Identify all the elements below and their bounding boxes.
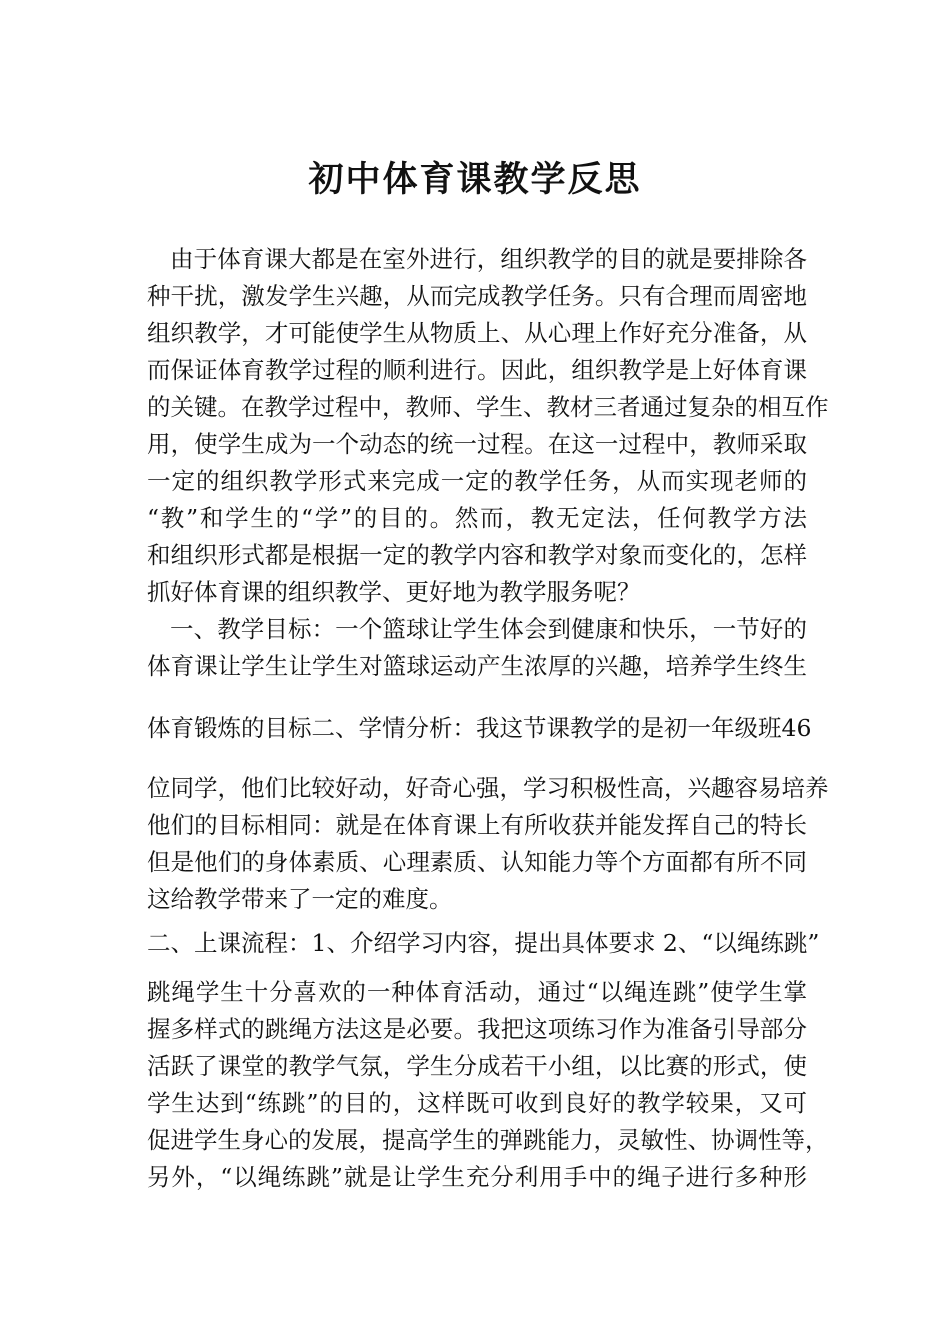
text-line: 用，使学生成为一个动态的统一过程。在这一过程中，教师采取: [147, 430, 807, 458]
text-line: 跳绳学生十分喜欢的一种体育活动，通过“以绳连跳”使学生掌: [147, 978, 807, 1006]
text-line: 握多样式的跳绳方法这是必要。我把这项练习作为准备引导部分: [147, 1015, 807, 1043]
text-line: 而保证体育教学过程的顺利进行。因此，组织教学是上好体育课: [147, 356, 807, 384]
text-line: 体育课让学生让学生对篮球运动产生浓厚的兴趣，培养学生终生: [147, 652, 807, 680]
text-line: 一定的组织教学形式来完成一定的教学任务，从而实现老师的: [147, 467, 807, 495]
text-line: 另外，“以绳练跳”就是让学生充分利用手中的绳子进行多种形: [147, 1163, 807, 1191]
text-line: 二、上课流程：1、介绍学习内容，提出具体要求 2、“以绳练跳”: [147, 929, 820, 957]
text-line: 学生达到“练跳”的目的，这样既可收到良好的教学较果，又可: [147, 1089, 807, 1117]
text-line: 促进学生身心的发展，提高学生的弹跳能力，灵敏性、协调性等，: [147, 1126, 829, 1154]
text-line: 位同学，他们比较好动，好奇心强，学习积极性高，兴趣容易培养: [147, 774, 829, 802]
text-line: 由于体育课大都是在室外进行，组织教学的目的就是要排除各: [170, 245, 807, 273]
text-line: 一、教学目标：一个篮球让学生体会到健康和快乐，一节好的: [170, 615, 807, 643]
document-title: 初中体育课教学反思: [308, 159, 642, 200]
text-line: “教”和学生的“学”的目的。然而，教无定法，任何教学方法: [147, 504, 807, 532]
text-line: 的关键。在教学过程中，教师、学生、教材三者通过复杂的相互作: [147, 393, 829, 421]
text-line: 种干扰，激发学生兴趣，从而完成教学任务。只有合理而周密地: [147, 282, 807, 310]
text-line: 和组织形式都是根据一定的教学内容和教学对象而变化的，怎样: [147, 541, 807, 569]
text-line: 组织教学，才可能使学生从物质上、从心理上作好充分准备，从: [147, 319, 807, 347]
text-line: 但是他们的身体素质、心理素质、认知能力等个方面都有所不同: [147, 848, 807, 876]
text-line: 这给教学带来了一定的难度。: [147, 885, 453, 913]
text-line: 活跃了课堂的教学气氛，学生分成若干小组，以比赛的形式，使: [147, 1052, 807, 1080]
text-line: 抓好体育课的组织教学、更好地为教学服务呢？: [147, 578, 641, 606]
text-line: 他们的目标相同：就是在体育课上有所收获并能发挥自己的特长: [147, 811, 807, 839]
text-line: 体育锻炼的目标二、学情分析：我这节课教学的是初一年级班46: [147, 714, 812, 742]
